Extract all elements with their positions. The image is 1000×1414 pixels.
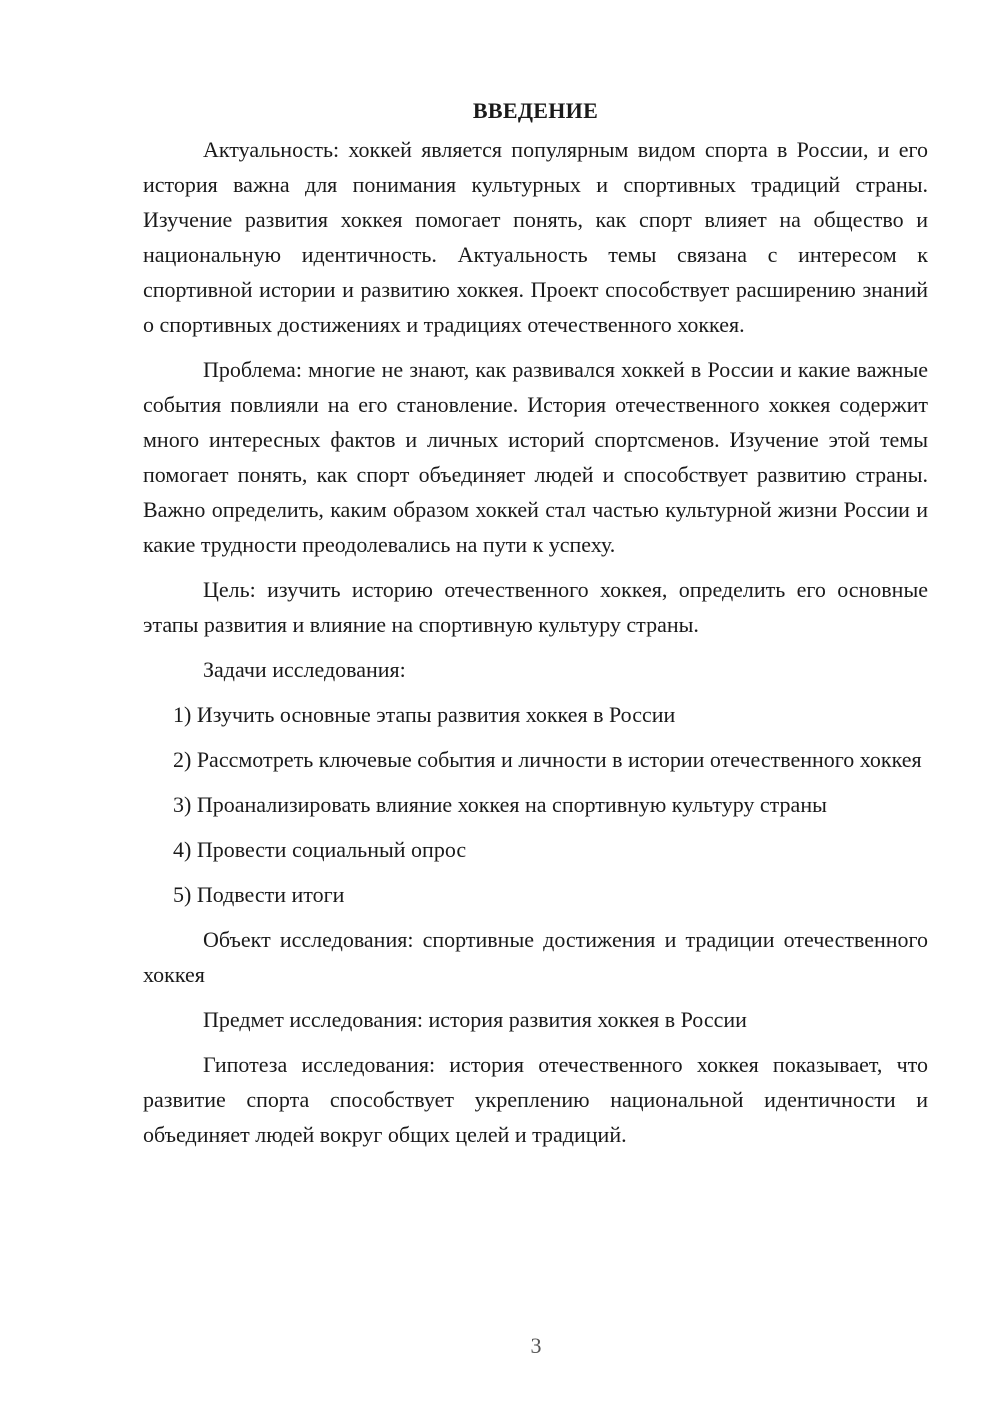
problem-paragraph: Проблема: многие не знают, как развивался хоккей в России и какие важные события повлияли на его становление. История отечественного хоккея содержит много интересных фактов и личных историй спортсменов. Изучение этой темы помогает понять, как спорт объединяет людей и способствует развитию страны. Важно определить, каким образом хоккей стал частью культурной жизни России и какие трудности преодолевались на пути к успеху. [143, 357, 928, 557]
hypothesis-paragraph: Гипотеза исследования: история отечественного хоккея показывает, что развитие спорта способствует укреплению национальной идентичности и объединяет людей вокруг общих целей и традиций. [143, 1052, 928, 1147]
relevance-paragraph: Актуальность: хоккей является популярным видом спорта в России, и его история важна для понимания культурных и спортивных традиций страны. Изучение развития хоккея помогает понять, как спорт влияет на общество и национальную идентичность. Актуальность темы связана с интересом к спортивной истории и развитию хоккея. Проект способствует расширению знаний о спортивных достижениях и традициях отечественного хоккея. [143, 137, 928, 337]
document-page [143, 94, 928, 1162]
task-item-5: 5) Подвести итоги [173, 882, 345, 907]
page-number: 3 [530, 1333, 542, 1358]
section-title: ВВЕДЕНИЕ [472, 98, 599, 123]
object-paragraph: Объект исследования: спортивные достижения и традиции отечественного хоккея [143, 927, 928, 987]
goal-paragraph: Цель: изучить историю отечественного хоккея, определить его основные этапы развития и влияние на спортивную культуру страны. [143, 577, 928, 637]
task-item-3: 3) Проанализировать влияние хоккея на спортивную культуру страны [173, 792, 827, 817]
task-item-4: 4) Провести социальный опрос [173, 837, 467, 862]
subject-paragraph: Предмет исследования: история развития хоккея в России [203, 1007, 747, 1032]
task-item-2: 2) Рассмотреть ключевые события и личности в истории отечественного хоккея [173, 747, 922, 772]
task-item-1: 1) Изучить основные этапы развития хоккея в России [173, 702, 676, 727]
tasks-heading: Задачи исследования: [203, 657, 406, 682]
